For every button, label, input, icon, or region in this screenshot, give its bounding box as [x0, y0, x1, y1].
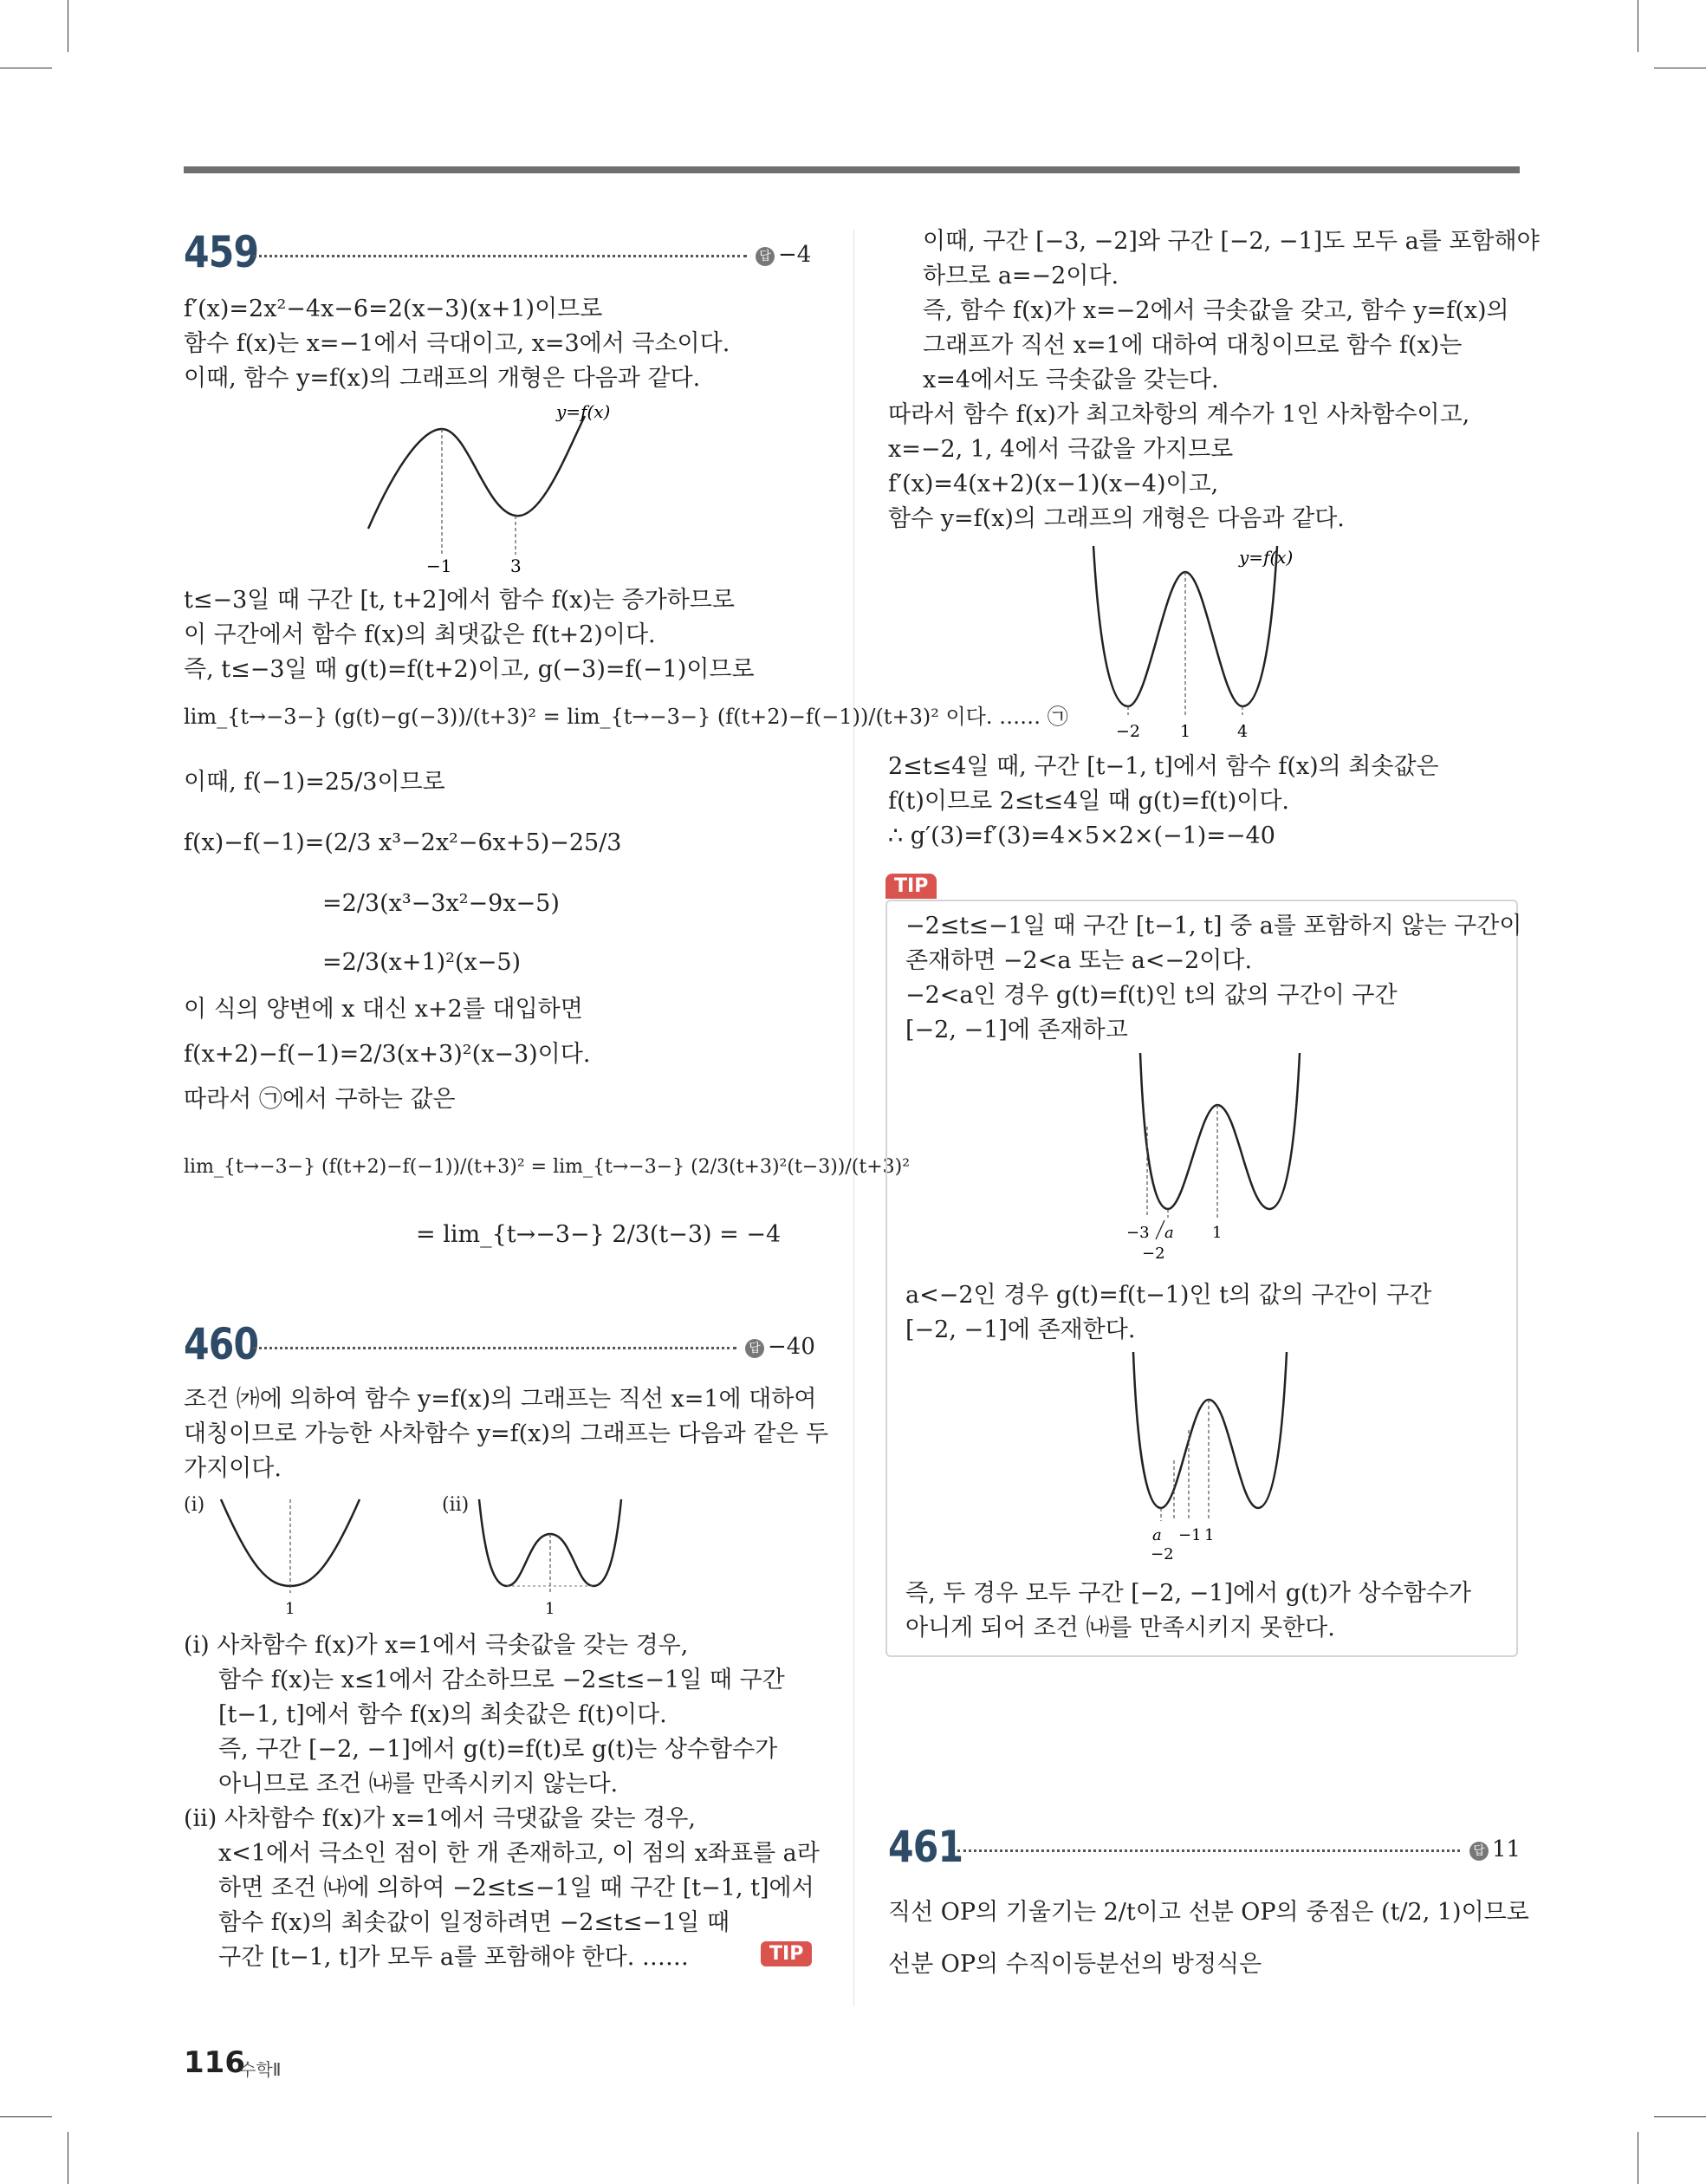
- text-line: =2/3(x³−3x²−9x−5): [322, 890, 560, 917]
- problem-number-461: 461: [888, 1822, 963, 1872]
- text-line: 아니므로 조건 ㈏를 만족시키지 않는다.: [218, 1771, 619, 1797]
- answer-value: −4: [778, 242, 812, 268]
- tip-text-line: [−2, −1]에 존재한다.: [905, 1316, 1136, 1343]
- text-line: 따라서 ㉠에서 구하는 값은: [184, 1086, 456, 1113]
- tick-label: 1: [1204, 1526, 1215, 1544]
- graph-460-case2: [472, 1491, 628, 1621]
- tick-label: −2: [1116, 722, 1141, 741]
- text-line: 그래프가 직선 x=1에 대하여 대칭이므로 함수 f(x)는: [923, 332, 1463, 359]
- answer-461: [1469, 1836, 1521, 1862]
- text-line: f(x)−f(−1)=(2/3 x³−2x²−6x+5)−25/3: [184, 829, 622, 856]
- header-bar: [184, 166, 1520, 173]
- text-line: (ⅱ) 사차함수 f(x)가 x=1에서 극댓값을 갖는 경우,: [184, 1805, 696, 1832]
- case-label: (ⅱ): [442, 1494, 470, 1516]
- text-line: 이때, 구간 [−3, −2]와 구간 [−2, −1]도 모두 a를 포함해야: [923, 228, 1540, 255]
- text-line: f(x+2)−f(−1)=2/3(x+3)²(x−3)이다.: [184, 1041, 591, 1068]
- text-line: 함수 f(x)는 x=−1에서 극대이고, x=3에서 극소이다.: [184, 330, 730, 357]
- tip-text-line: 즉, 두 경우 모두 구간 [−2, −1]에서 g(t)가 상수함수가: [905, 1580, 1472, 1607]
- text-line: lim_{t→−3−} (f(t+2)−f(−1))/(t+3)² = lim_{t→−3−} (2/3(t+3)²(t−3))/(t+3)²: [184, 1156, 911, 1178]
- curve-label: y=f(x): [556, 401, 611, 422]
- tick-label: 3: [510, 556, 522, 576]
- text-line: 2≤t≤4일 때, 구간 [t−1, t]에서 함수 f(x)의 최솟값은: [888, 753, 1439, 780]
- tip-text-line: a<−2인 경우 g(t)=f(t−1)인 t의 값의 구간이 구간: [905, 1282, 1432, 1309]
- text-line: 직선 OP의 기울기는 2/t이고 선분 OP의 중점은 (t/2, 1)이므로: [888, 1899, 1529, 1926]
- text-line: 가지이다.: [184, 1455, 282, 1482]
- text-line: 따라서 함수 f(x)가 최고차항의 계수가 1인 사차함수이고,: [888, 401, 1470, 428]
- tick-label: 1: [1180, 722, 1191, 741]
- tip-text-line: −2≤t≤−1일 때 구간 [t−1, t] 중 a를 포함하지 않는 구간이: [905, 913, 1522, 939]
- graph-460-case1: [217, 1491, 373, 1621]
- text-line: = lim_{t→−3−} 2/3(t−3) = −4: [416, 1221, 782, 1248]
- tick-label: 1: [545, 1600, 555, 1618]
- tick-label: 1: [1212, 1224, 1223, 1242]
- text-line: 즉, 구간 [−2, −1]에서 g(t)=f(t)로 g(t)는 상수함수가: [218, 1736, 778, 1763]
- text-line: 대칭이므로 가능한 사차함수 y=f(x)의 그래프는 다음과 같은 두: [184, 1420, 829, 1447]
- answer-459: [756, 242, 811, 268]
- text-line: 함수 y=f(x)의 그래프의 개형은 다음과 같다.: [888, 505, 1345, 532]
- text-line: 즉, t≤−3일 때 g(t)=f(t+2)이고, g(−3)=f(−1)이므로: [184, 656, 755, 683]
- text-line: lim_{t→−3−} (g(t)−g(−3))/(t+3)² = lim_{t→−3−} (f(t+2)−f(−1))/(t+3)² 이다. …… ㉠: [184, 705, 1068, 729]
- answer-value: 11: [1492, 1836, 1521, 1862]
- crop-mark: [0, 2116, 52, 2117]
- text-line: x<1에서 극소인 점이 한 개 존재하고, 이 점의 x좌표를 a라: [218, 1840, 820, 1867]
- tick-label: a: [1152, 1526, 1162, 1544]
- text-line: 하면 조건 ㈏에 의하여 −2≤t≤−1일 때 구간 [t−1, t]에서: [218, 1875, 814, 1901]
- tip-badge: TIP: [885, 874, 937, 899]
- tip-graph-1: [1126, 1049, 1308, 1270]
- case-label: (ⅰ): [184, 1494, 205, 1516]
- tip-text-line: 아니게 되어 조건 ㈏를 만족시키지 못한다.: [905, 1615, 1335, 1641]
- tick-label: 1: [285, 1600, 295, 1618]
- tick-label: −1: [426, 556, 452, 576]
- page-number: 116: [184, 2045, 245, 2080]
- leader-dots: [253, 1347, 736, 1349]
- text-line: x=4에서도 극솟값을 갖는다.: [923, 367, 1219, 393]
- tip-reference-badge[interactable]: TIP: [761, 1941, 812, 1966]
- text-line: f(t)이므로 2≤t≤4일 때 g(t)=f(t)이다.: [888, 788, 1290, 815]
- answer-icon: 답: [1469, 1842, 1489, 1861]
- text-line: 구간 [t−1, t]가 모두 a를 포함해야 한다. ……: [218, 1944, 689, 1971]
- tick-label: −1: [1178, 1526, 1202, 1544]
- tip-text-line: [−2, −1]에 존재하고: [905, 1017, 1128, 1043]
- tick-label: −3: [1126, 1224, 1150, 1242]
- text-line: 조건 ㈎에 의하여 함수 y=f(x)의 그래프는 직선 x=1에 대하여: [184, 1386, 817, 1413]
- graph-460-quartic: [1083, 542, 1334, 750]
- text-line: x=−2, 1, 4에서 극값을 가지므로: [888, 436, 1234, 463]
- text-line: f′(x)=4(x+2)(x−1)(x−4)이고,: [888, 471, 1219, 497]
- text-line: ∴ g′(3)=f′(3)=4×5×2×(−1)=−40: [888, 822, 1275, 849]
- text-line: 이 구간에서 함수 f(x)의 최댓값은 f(t+2)이다.: [184, 621, 656, 648]
- subject-label: 수학Ⅱ: [239, 2059, 282, 2080]
- text-line: 함수 f(x)의 최솟값이 일정하려면 −2≤t≤−1일 때: [218, 1909, 730, 1936]
- answer-460: [745, 1334, 815, 1360]
- tip-text-line: −2<a인 경우 g(t)=f(t)인 t의 값의 구간이 구간: [905, 982, 1398, 1009]
- text-line: 이 식의 양변에 x 대신 x+2를 대입하면: [184, 996, 583, 1023]
- answer-icon: 답: [756, 247, 775, 266]
- text-line: [t−1, t]에서 함수 f(x)의 최솟값은 f(t)이다.: [218, 1701, 667, 1728]
- tip-text-line: 존재하면 −2<a 또는 a<−2이다.: [905, 947, 1253, 974]
- leader-dots: [957, 1849, 1460, 1852]
- graph-459-cubic: [355, 399, 641, 581]
- tick-label: 4: [1237, 722, 1249, 741]
- curve-label: y=f(x): [1239, 547, 1294, 568]
- problem-number-460: 460: [184, 1319, 259, 1369]
- problem-number-459: 459: [184, 227, 259, 277]
- leader-dots: [253, 255, 747, 257]
- text-line: 이때, 함수 y=f(x)의 그래프의 개형은 다음과 같다.: [184, 365, 701, 392]
- answer-value: −40: [768, 1334, 815, 1360]
- text-line: (ⅰ) 사차함수 f(x)가 x=1에서 극솟값을 갖는 경우,: [184, 1632, 689, 1659]
- text-line: 이때, f(−1)=25/3이므로: [184, 769, 445, 796]
- column-divider: [853, 230, 854, 2006]
- text-line: 즉, 함수 f(x)가 x=−2에서 극솟값을 갖고, 함수 y=f(x)의: [923, 297, 1509, 324]
- text-line: 선분 OP의 수직이등분선의 방정식은: [888, 1951, 1262, 1978]
- text-line: 하므로 a=−2이다.: [923, 263, 1119, 289]
- answer-icon: 답: [745, 1339, 764, 1358]
- tick-label: −2: [1142, 1245, 1165, 1263]
- tick-label: −2: [1151, 1545, 1174, 1563]
- text-line: =2/3(x+1)²(x−5): [322, 949, 522, 976]
- tip-graph-2: [1126, 1348, 1308, 1569]
- crop-mark: [1654, 2116, 1706, 2117]
- text-line: t≤−3일 때 구간 [t, t+2]에서 함수 f(x)는 증가하므로: [184, 587, 735, 614]
- text-line: f′(x)=2x²−4x−6=2(x−3)(x+1)이므로: [184, 296, 603, 322]
- tick-label: a: [1164, 1224, 1174, 1242]
- text-line: 함수 f(x)는 x≤1에서 감소하므로 −2≤t≤−1일 때 구간: [218, 1667, 785, 1693]
